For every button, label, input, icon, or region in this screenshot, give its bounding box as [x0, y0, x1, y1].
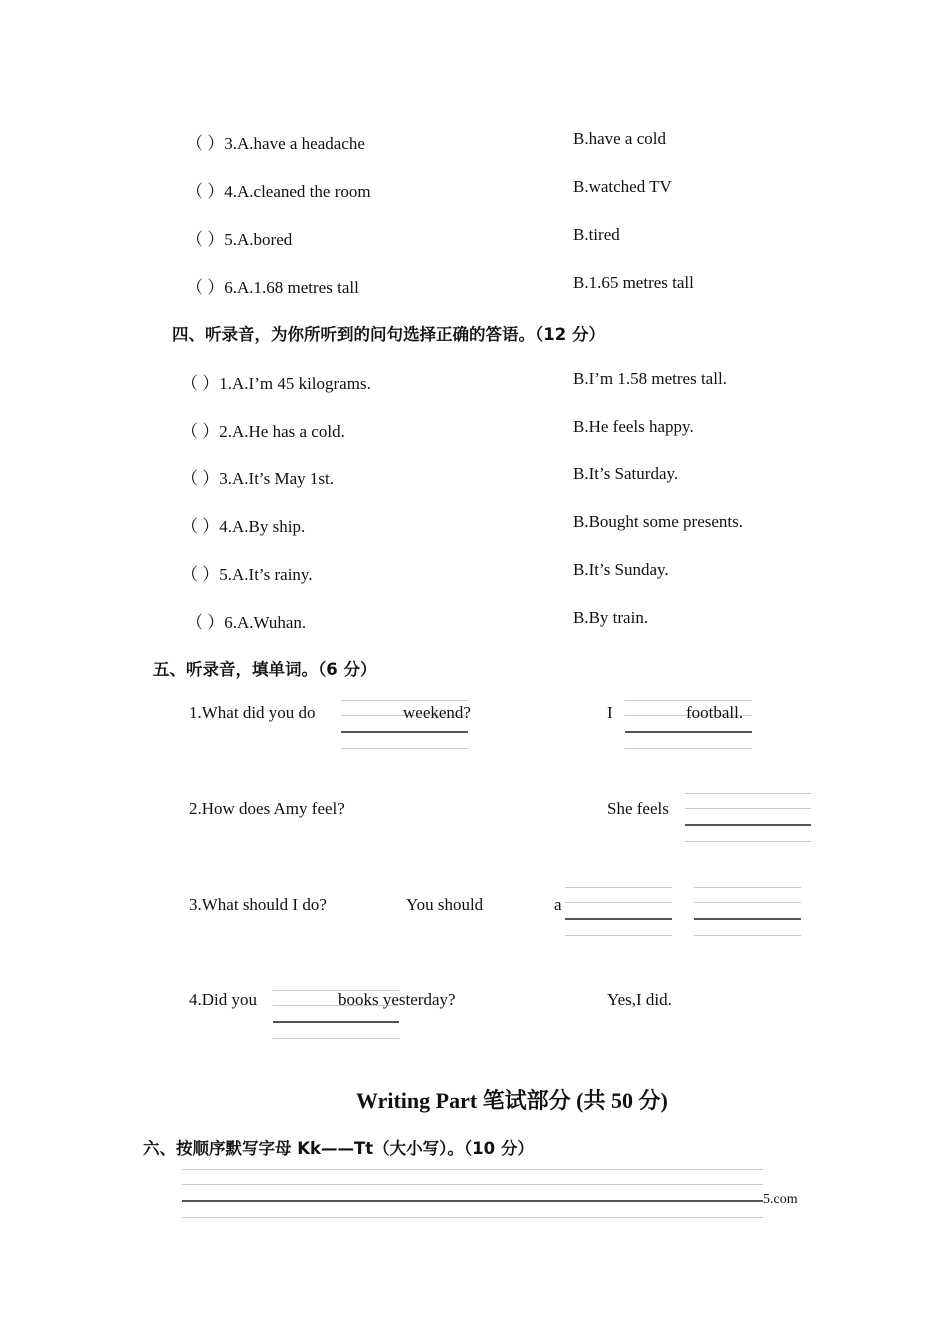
answer-paren: （ ） [186, 182, 225, 201]
option-a: 6.A.Wuhan. [224, 613, 307, 632]
answer-paren: （ ） [186, 278, 225, 297]
option-a: 3.A.It’s May 1st. [219, 469, 334, 488]
q3-answer-article: a [554, 895, 562, 914]
answer-paren: （ ） [181, 469, 220, 488]
section6-heading: 六、按顺序默写字母 Kk——Tt（大小写）。（10 分） [143, 1139, 534, 1158]
list-item [181, 560, 313, 585]
list-item [181, 369, 371, 394]
option-a: 6.A.1.68 metres tall [224, 278, 359, 297]
option-a: 1.A.I’m 45 kilograms. [219, 374, 371, 393]
section4-heading: 四、听录音，为你所听到的问句选择正确的答语。（12 分） [172, 325, 605, 344]
list-item [186, 177, 371, 202]
q2-answer-grid[interactable] [685, 793, 811, 843]
q4-question-start: 4.Did you [189, 990, 257, 1009]
list-item [181, 512, 305, 537]
q4-question-end: books yesterday? [338, 990, 456, 1009]
alphabet-writing-grid[interactable] [182, 1169, 763, 1219]
list-item [181, 417, 345, 442]
option-b: B.It’s Saturday. [573, 464, 679, 483]
list-item [186, 273, 359, 298]
section5-heading: 五、听录音，填单词。（6 分） [153, 660, 377, 679]
option-a: 4.A.By ship. [219, 517, 306, 536]
option-a: 3.A.have a headache [224, 134, 365, 153]
q1-question-start: 1.What did you do [189, 703, 316, 722]
list-item [181, 464, 334, 489]
q3-answer-grid-2[interactable] [694, 887, 801, 937]
list-item [186, 225, 292, 250]
q4-answer: Yes,I did. [607, 990, 672, 1009]
answer-paren: （ ） [181, 565, 220, 584]
option-b: B.It’s Sunday. [573, 560, 669, 579]
answer-paren: （ ） [186, 613, 225, 632]
option-b: B.tired [573, 225, 620, 244]
option-a: 4.A.cleaned the room [224, 182, 371, 201]
option-b: B.1.65 metres tall [573, 273, 694, 292]
option-a: 2.A.He has a cold. [219, 422, 345, 441]
option-a: 5.A.It’s rainy. [219, 565, 313, 584]
list-item [186, 129, 365, 154]
writing-part-title: Writing Part 笔试部分 (共 50 分) [356, 1088, 668, 1113]
option-b: B.He feels happy. [573, 417, 694, 436]
option-a: 5.A.bored [224, 230, 293, 249]
answer-paren: （ ） [186, 230, 225, 249]
q3-answer-start: You should [406, 895, 484, 914]
answer-paren: （ ） [181, 422, 220, 441]
q2-answer-start: She feels [607, 799, 669, 818]
watermark-text: 5.com [763, 1192, 798, 1207]
option-b: B.Bought some presents. [573, 512, 743, 531]
option-b: B.I’m 1.58 metres tall. [573, 369, 727, 388]
q1-answer-start: I [607, 703, 613, 722]
q3-answer-grid-1[interactable] [565, 887, 672, 937]
q2-question: 2.How does Amy feel? [189, 799, 345, 818]
option-b: B.watched TV [573, 177, 672, 196]
answer-paren: （ ） [186, 134, 225, 153]
option-b: B.By train. [573, 608, 649, 627]
q1-question-end: weekend? [403, 703, 471, 722]
q3-question: 3.What should I do? [189, 895, 327, 914]
answer-paren: （ ） [181, 374, 220, 393]
option-b: B.have a cold [573, 129, 666, 148]
q1-answer-end: football. [686, 703, 744, 722]
list-item [186, 608, 306, 633]
answer-paren: （ ） [181, 517, 220, 536]
